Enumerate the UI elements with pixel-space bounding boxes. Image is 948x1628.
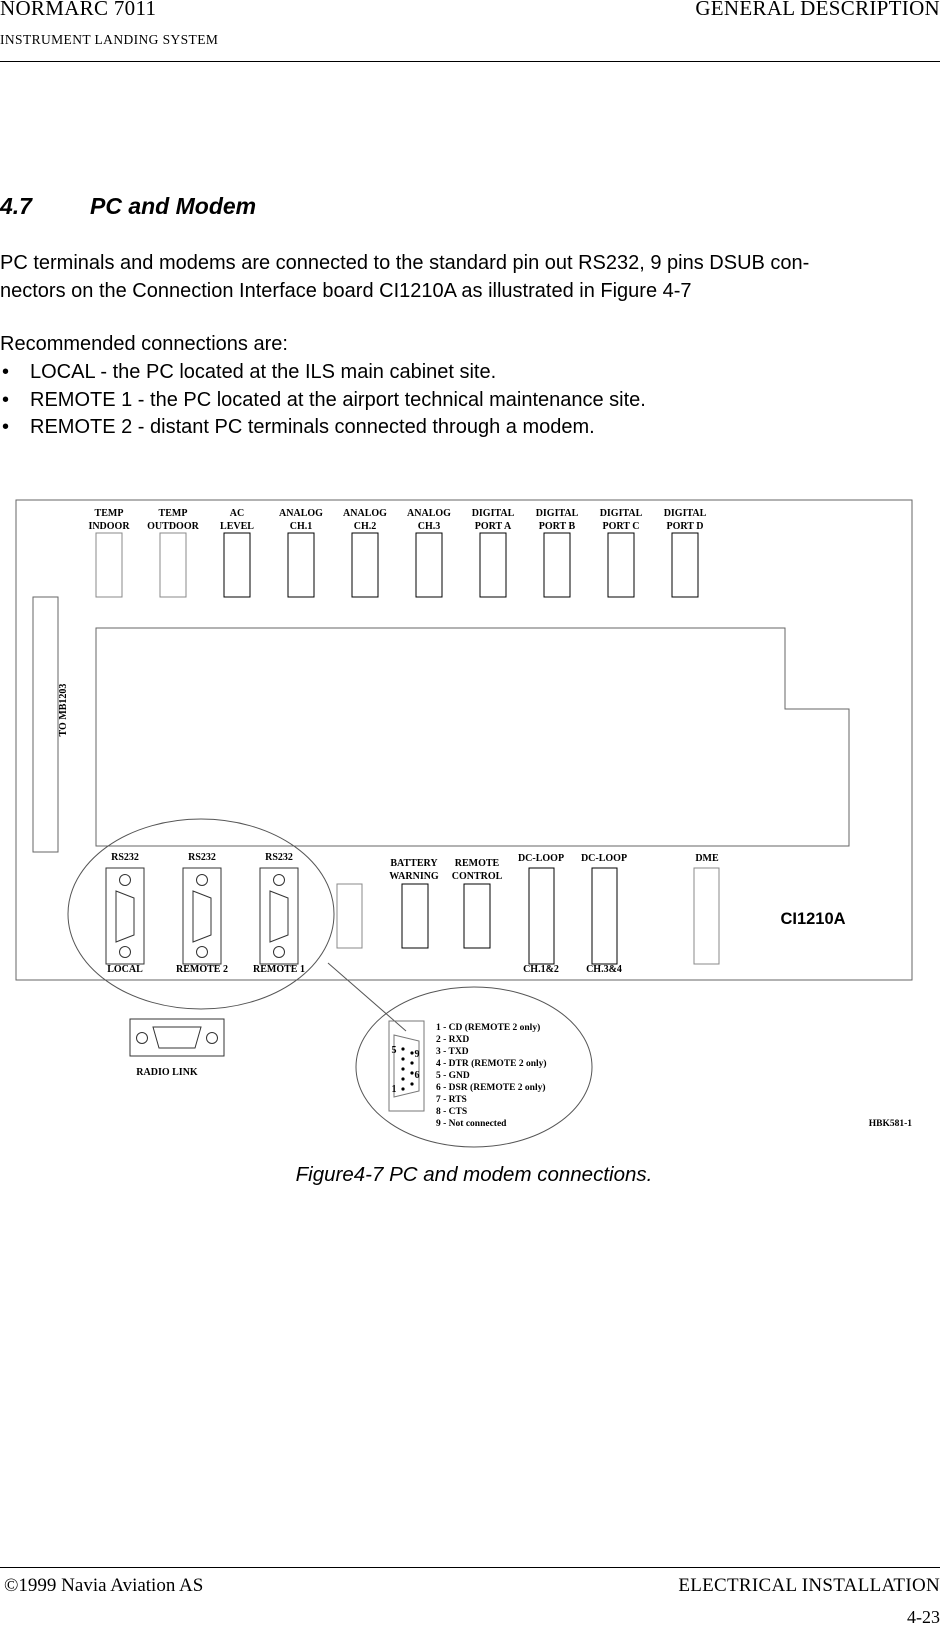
radio-link-connector — [130, 1019, 224, 1056]
pin-number: 1 — [391, 1084, 397, 1095]
connector-temp-outdoor — [160, 533, 186, 597]
bullet-text: REMOTE 2 - distant PC terminals connected through a modem. — [30, 416, 595, 438]
rs232-label: RS232 — [188, 852, 216, 863]
footer-copyright: ©1999 Navia Aviation AS — [4, 1575, 204, 1596]
figure-caption: Figure4-7 PC and modem connections. — [295, 1163, 653, 1186]
top-label-line2: CH.1 — [289, 521, 313, 532]
bullet-dot: • — [2, 361, 10, 383]
top-label-line2: LEVEL — [220, 521, 254, 532]
dc-loop-label: DC-LOOP — [580, 853, 628, 864]
port-label-local: LOCAL — [107, 964, 143, 975]
connector-ac-level — [224, 533, 250, 597]
header-rule — [0, 61, 940, 62]
connector-digital-port-b — [544, 533, 570, 597]
connector-digital-port-a — [480, 533, 506, 597]
top-label-line1: ANALOG — [343, 508, 387, 519]
top-label-line1: ANALOG — [279, 508, 323, 519]
top-label-line1: ANALOG — [407, 508, 451, 519]
dsub-connector-remote2 — [183, 868, 221, 964]
intro-paragraph — [0, 250, 935, 305]
top-label-line1: DIGITAL — [471, 508, 515, 519]
pinout-line: 6 - DSR (REMOTE 2 only) — [436, 1083, 546, 1093]
intro-line-2: nectors on the Connection Interface board CI1210A as illustrated in Figure 4-7 — [0, 279, 692, 302]
connector-dc-loop-ch12 — [529, 868, 554, 964]
pinout-line: 1 - CD (REMOTE 2 only) — [436, 1023, 541, 1033]
connector-dme — [694, 868, 719, 964]
intro-line-1: PC terminals and modems are connected to the standard pin out RS232, 9 pins DSUB con- — [0, 252, 810, 274]
connector-analog-ch1 — [288, 533, 314, 597]
top-label-line1: TEMP — [158, 508, 188, 519]
connector-digital-port-c — [608, 533, 634, 597]
section-heading — [0, 193, 256, 220]
battery-label-line1: BATTERY — [390, 858, 438, 869]
top-label-line2: CH.2 — [353, 521, 377, 532]
footer-section-name: ELECTRICAL INSTALLATION — [678, 1575, 940, 1596]
section-title: PC and Modem — [90, 193, 257, 219]
pinout-line: 7 - RTS — [436, 1095, 467, 1105]
pin-number: 5 — [391, 1045, 397, 1056]
bullet-list — [0, 359, 646, 442]
top-label-line1: AC — [229, 508, 245, 519]
board-name: CI1210A — [780, 910, 846, 928]
footer-rule — [0, 1567, 940, 1568]
unlabeled-connector — [337, 884, 362, 948]
top-label-line1: DIGITAL — [663, 508, 707, 519]
bullet-dot: • — [2, 416, 10, 438]
pin-number: 6 — [414, 1070, 420, 1081]
connector-analog-ch3 — [416, 533, 442, 597]
dsub-connector-local — [106, 868, 144, 964]
top-label-line2: PORT A — [474, 521, 512, 532]
pinout-line: 5 - GND — [436, 1071, 470, 1081]
top-label-line2: CH.3 — [417, 521, 441, 532]
battery-label-line2: WARNING — [389, 871, 439, 882]
port-label-remote2: REMOTE 2 — [176, 964, 228, 975]
connector-temp-indoor — [96, 533, 122, 597]
bullet-text: LOCAL - the PC located at the ILS main cabinet site. — [30, 361, 497, 383]
top-label-line1: DIGITAL — [535, 508, 579, 519]
connection-diagram — [0, 490, 948, 1155]
pinout-line: 3 - TXD — [436, 1047, 469, 1057]
pinout-line: 2 - RXD — [436, 1035, 470, 1045]
header-subtitle: INSTRUMENT LANDING SYSTEM — [0, 32, 219, 47]
pinout-line: 8 - CTS — [436, 1107, 468, 1117]
top-label-line2: PORT B — [538, 521, 576, 532]
drawing-reference: HBK581-1 — [868, 1119, 912, 1129]
pin-number: 9 — [414, 1049, 420, 1060]
remote-control-label-line2: CONTROL — [451, 871, 503, 882]
pinout-line: 4 - DTR (REMOTE 2 only) — [436, 1059, 547, 1069]
header-product: NORMARC 7011 — [0, 0, 157, 20]
dsub-connector-remote1 — [260, 868, 298, 964]
connector-dc-loop-ch34 — [592, 868, 617, 964]
rs232-label: RS232 — [111, 852, 139, 863]
recommended-text: Recommended connections are: — [0, 333, 288, 355]
page-number: 4-23 — [907, 1607, 940, 1627]
top-label-line1: DIGITAL — [599, 508, 643, 519]
list-item — [0, 414, 646, 442]
top-label-line1: TEMP — [94, 508, 124, 519]
top-label-line2: PORT D — [666, 521, 704, 532]
section-number: 4.7 — [0, 193, 32, 219]
top-label-line2: PORT C — [602, 521, 640, 532]
dme-label: DME — [695, 853, 719, 864]
dsub-pin-diagram — [389, 1021, 424, 1111]
top-label-line2: OUTDOOR — [147, 521, 199, 532]
radio-link-label: RADIO LINK — [136, 1067, 198, 1078]
connector-remote-control — [464, 884, 490, 948]
mb1203-connector — [33, 597, 58, 852]
connector-digital-port-d — [672, 533, 698, 597]
connector-battery-warning — [402, 884, 428, 948]
remote-control-label-line1: REMOTE — [454, 858, 500, 869]
pinout-line: 9 - Not connected — [436, 1119, 507, 1129]
dc-loop-label: DC-LOOP — [517, 853, 565, 864]
ch12-label: CH.1&2 — [523, 964, 559, 975]
connector-analog-ch2 — [352, 533, 378, 597]
list-item — [0, 359, 646, 387]
rs232-label: RS232 — [265, 852, 293, 863]
header-chapter: GENERAL DESCRIPTION — [695, 0, 940, 20]
side-label: TO MB1203 — [58, 683, 69, 737]
bullet-text: REMOTE 1 - the PC located at the airport technical maintenance site. — [30, 388, 646, 411]
ch34-label: CH.3&4 — [586, 964, 622, 975]
top-label-line2: INDOOR — [88, 521, 130, 532]
port-label-remote1: REMOTE 1 — [253, 964, 305, 975]
bullet-dot: • — [2, 388, 10, 411]
board-inner-area — [96, 628, 849, 846]
list-item — [0, 387, 646, 415]
